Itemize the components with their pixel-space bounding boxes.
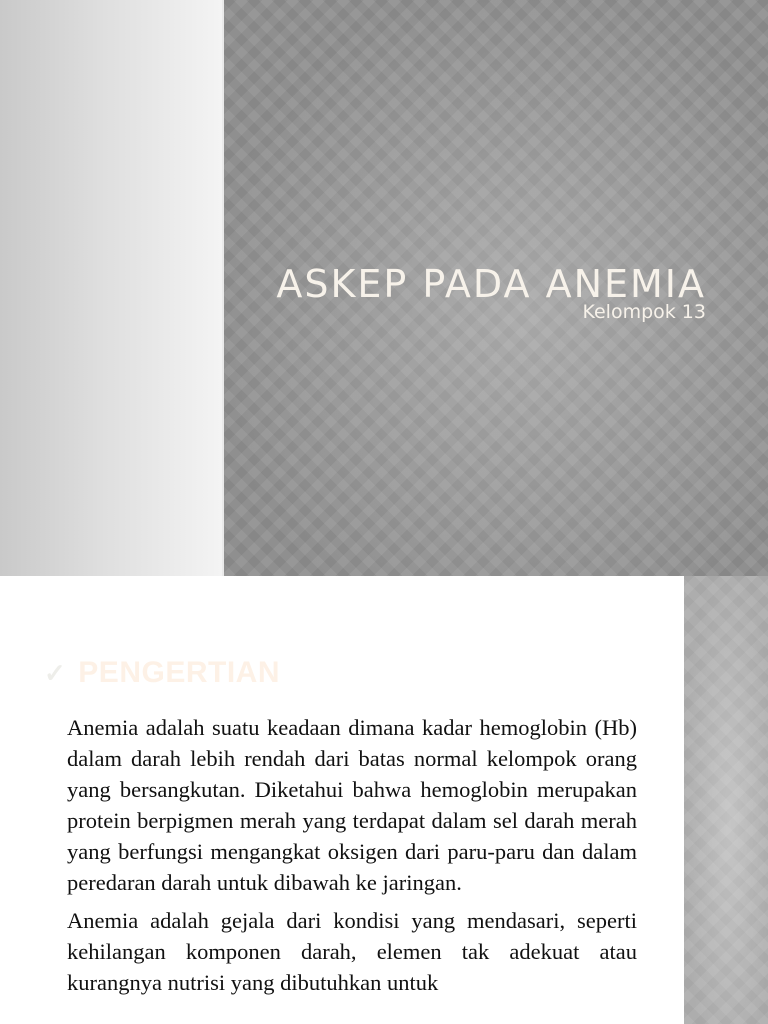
- patterned-panel: [224, 0, 768, 576]
- paragraph: Anemia adalah gejala dari kondisi yang mendasari, seperti kehilangan komponen darah, elemen tak adekuat atau kurangnya nutrisi yang dibutuhkan untuk: [67, 908, 637, 995]
- slide-subtitle: Kelompok 13: [582, 301, 706, 323]
- left-gradient-panel: [0, 0, 222, 576]
- paragraph: Anemia adalah suatu keadaan dimana kadar hemoglobin (Hb) dalam darah lebih rendah dari batas normal kelompok orang yang bersangkutan. Diketahui bahwa hemoglobin merupakan protein berpigmen merah yang terdapat dalam sel darah merah yang berfungsi mengangkat oksigen dari paru-paru dan dalam peredaran darah untuk dibawah ke jaringan.: [67, 715, 637, 895]
- section-heading-text: PENGERTIAN: [78, 656, 280, 689]
- slide-title: ASKEP PADA ANEMIA: [276, 262, 706, 306]
- checkmark-icon: ✓: [44, 657, 67, 688]
- patterned-strip: [684, 576, 768, 1024]
- section-heading: [44, 656, 280, 690]
- content-slide: [0, 576, 768, 1024]
- body-text: [67, 712, 637, 1005]
